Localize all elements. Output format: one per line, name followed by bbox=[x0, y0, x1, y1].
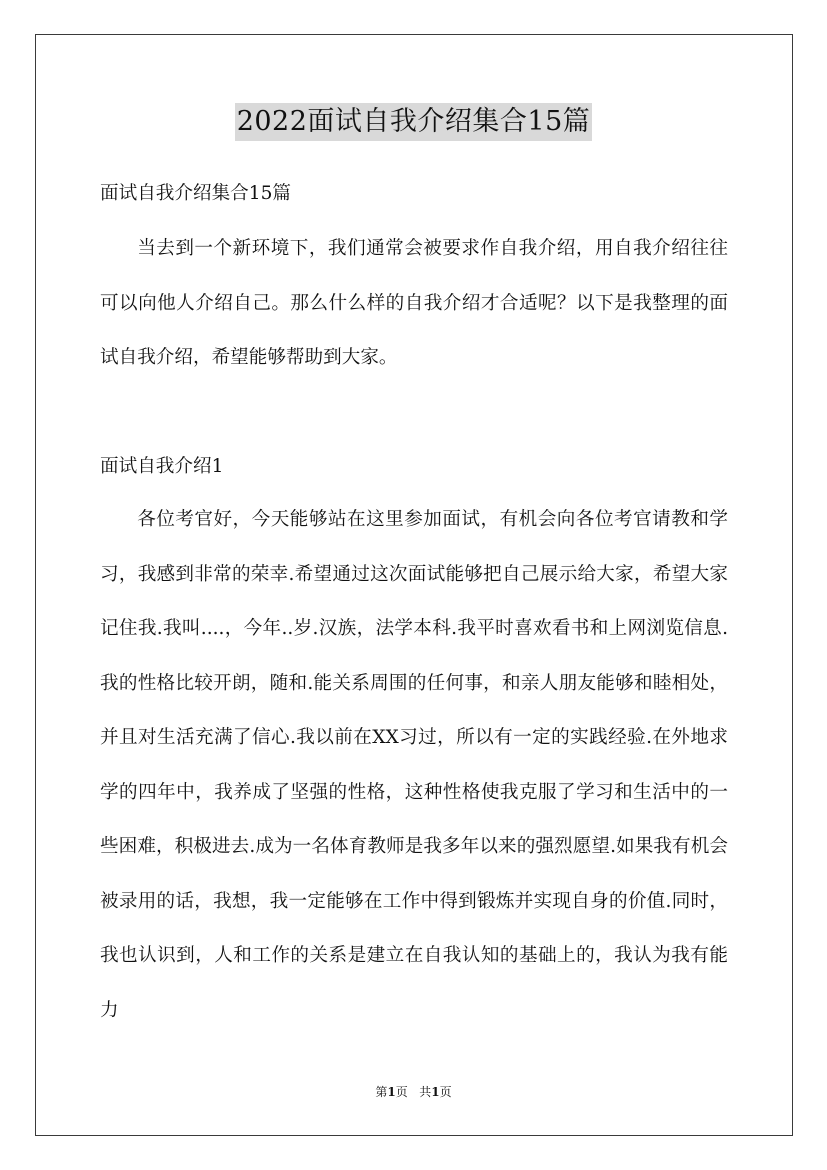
title-container bbox=[0, 103, 827, 141]
page-label-suffix: 页 bbox=[395, 1085, 408, 1099]
section-1-heading: 面试自我介绍1 bbox=[100, 456, 224, 477]
document-title: 2022面试自我介绍集合15篇 bbox=[235, 103, 593, 141]
document-subtitle: 面试自我介绍集合15篇 bbox=[100, 183, 292, 204]
page-label-prefix: 第 bbox=[375, 1085, 388, 1099]
intro-paragraph: 当去到一个新环境下，我们通常会被要求作自我介绍，用自我介绍往往可以向他人介绍自己。那么什么样的自我介绍才合适呢？以下是我整理的面试自我介绍，希望能够帮助到大家。 bbox=[100, 238, 728, 368]
total-label-prefix: 共 bbox=[419, 1085, 432, 1099]
total-pages: 1 bbox=[431, 1085, 440, 1099]
page-number: 1 bbox=[387, 1085, 396, 1099]
page-footer bbox=[0, 1084, 827, 1100]
section-1-body: 各位考官好，今天能够站在这里参加面试，有机会向各位考官请教和学习，我感到非常的荣幸.希望通过这次面试能够把自己展示给大家，希望大家记住我.我叫....，今年..岁.汉族，法学本科.我平时喜欢看书和上网浏览信息.我的性格比较开朗，随和.能关系周围的任何事，和亲人朋友能够和睦相处，并且对生活充满了信心.我以前在XX习过，所以有一定的实践经验.在外地求学的四年中，我养成了坚强的性格，这种性格使我克服了学习和生活中的一些困难，积极进去.成为一名体育教师是我多年以来的强烈愿望.如果我有机会被录用的话，我想，我一定能够在工作中得到锻炼并实现自身的价值.同时，我也认识到，人和工作的关系是建立在自我认知的基础上的，我认为我有能力 bbox=[100, 509, 728, 1021]
total-label-suffix: 页 bbox=[439, 1085, 452, 1099]
